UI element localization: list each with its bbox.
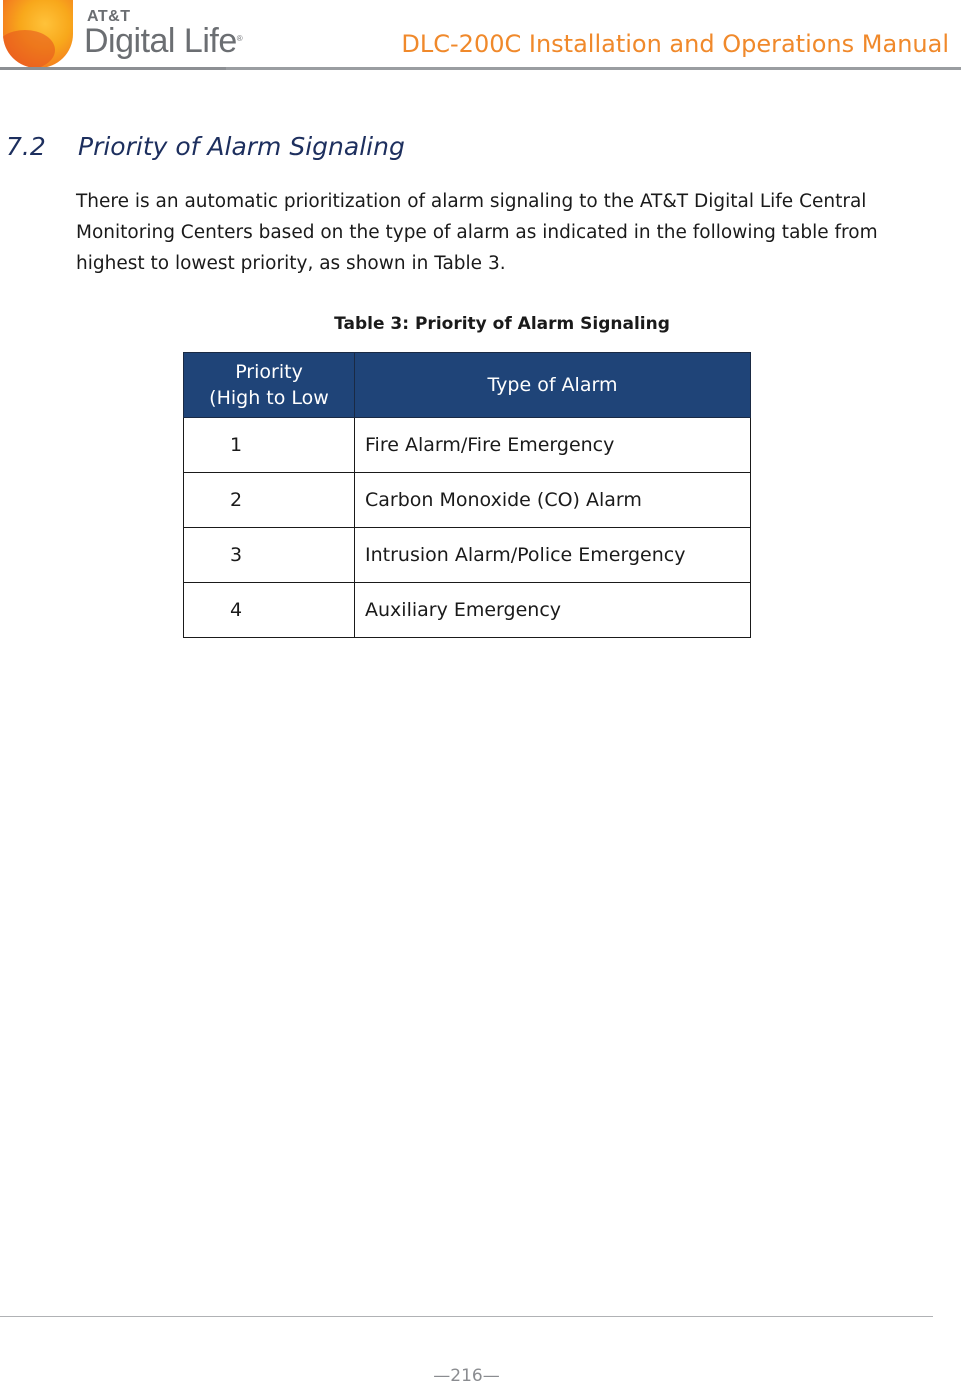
manual-title: DLC-200C Installation and Operations Manual (401, 30, 949, 58)
table-row (184, 528, 751, 583)
priority-cell: 1 (184, 418, 355, 473)
alarm-type-cell: Auxiliary Emergency (355, 583, 751, 638)
column-header-priority-line1: Priority (235, 361, 303, 383)
att-globe-logo-icon (3, 0, 73, 68)
alarm-type-cell: Carbon Monoxide (CO) Alarm (355, 473, 751, 528)
table-row (184, 583, 751, 638)
column-header-priority (184, 353, 355, 418)
logo-brand-main (84, 22, 242, 61)
section-paragraph: There is an automatic prioritization of alarm signaling to the AT&T Digital Life Central Monitoring Centers based on the type of alarm as indicated in the following table from highest to lowest priority, as shown in Table 3. (76, 191, 878, 274)
table-caption: Table 3: Priority of Alarm Signaling (334, 314, 670, 334)
priority-cell: 2 (184, 473, 355, 528)
logo-registered-mark: ® (236, 34, 243, 43)
alarm-type-cell: Intrusion Alarm/Police Emergency (355, 528, 751, 583)
footer-divider (0, 1316, 933, 1317)
alarm-priority-table (183, 352, 751, 638)
section-heading (6, 132, 405, 161)
table-header-row (184, 353, 751, 418)
page-number: —216— (433, 1366, 500, 1386)
table-row (184, 473, 751, 528)
page-header (0, 0, 961, 72)
column-header-type: Type of Alarm (355, 353, 751, 418)
logo-brand-top: AT&T (87, 8, 131, 25)
header-divider-right (226, 67, 961, 70)
table-row (184, 418, 751, 473)
section-title: Priority of Alarm Signaling (78, 132, 405, 161)
section-number: 7.2 (6, 132, 46, 161)
priority-cell: 4 (184, 583, 355, 638)
priority-cell: 3 (184, 528, 355, 583)
logo-brand-main-text: Digital Life (84, 22, 237, 60)
column-header-priority-line2: (High to Low (209, 387, 329, 409)
alarm-type-cell: Fire Alarm/Fire Emergency (355, 418, 751, 473)
